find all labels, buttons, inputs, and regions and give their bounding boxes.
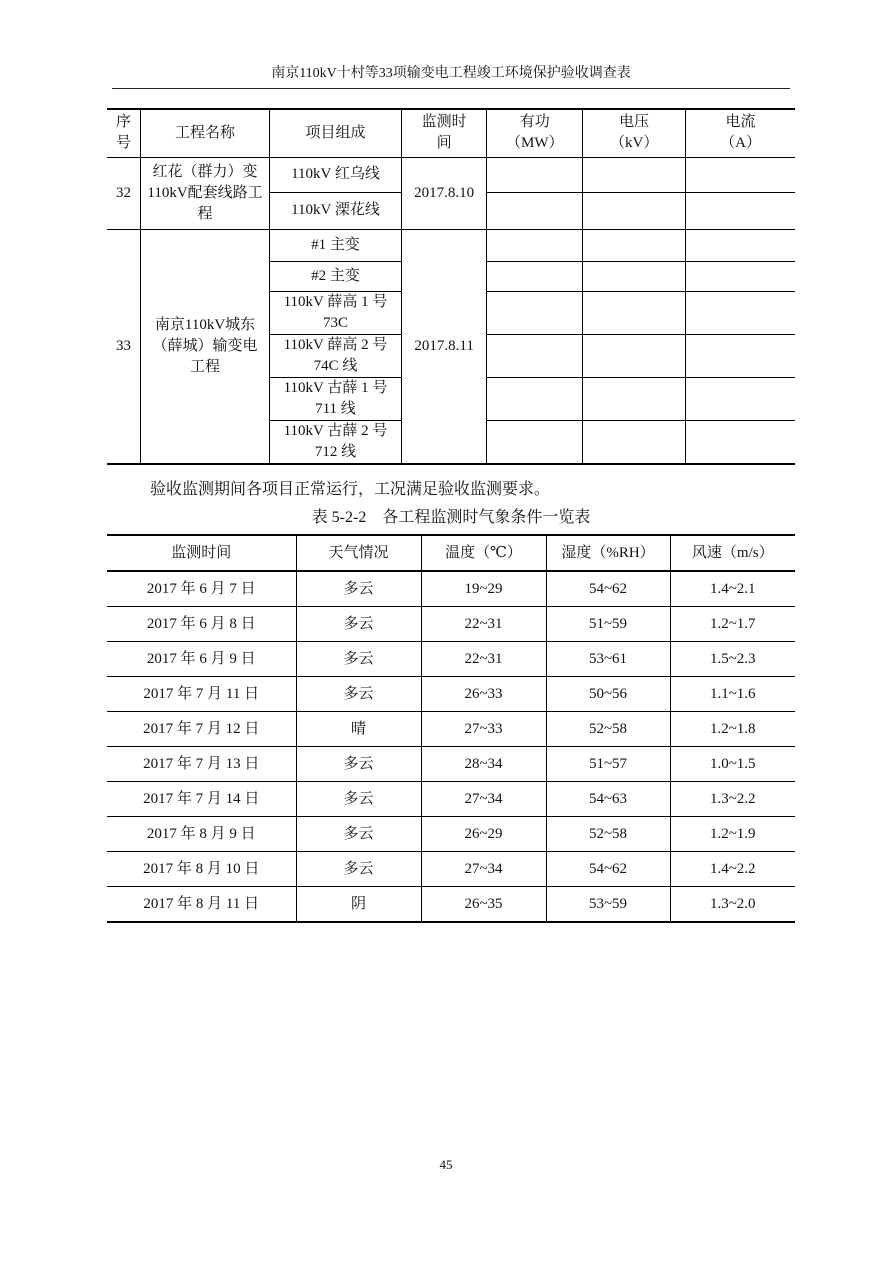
- temp-cell: 28~34: [421, 747, 546, 782]
- table-row: [107, 852, 795, 887]
- composition-cell: 110kV 古薛 1 号711 线: [270, 377, 402, 420]
- empty-cell: [583, 420, 686, 464]
- weather-cell: 晴: [296, 712, 421, 747]
- weather-cell: 多云: [296, 782, 421, 817]
- table-row: [107, 677, 795, 712]
- empty-cell: [583, 157, 686, 192]
- humidity-cell: 53~59: [546, 887, 670, 923]
- monitor-time-cell: 2017.8.11: [401, 229, 486, 464]
- empty-cell: [487, 261, 583, 291]
- operating-conditions-table: [107, 108, 795, 465]
- composition-cell: 110kV 薛高 1 号73C: [270, 291, 402, 334]
- time-cell: 2017 年 7 月 12 日: [107, 712, 296, 747]
- weather-cell: 多云: [296, 571, 421, 607]
- wind-cell: 1.3~2.2: [670, 782, 795, 817]
- body-paragraph: 验收监测期间各项目正常运行，工况满足验收监测要求。: [150, 481, 551, 498]
- composition-cell: #2 主变: [270, 261, 402, 291]
- header-weather: 天气情况: [296, 535, 421, 571]
- wind-cell: 1.2~1.8: [670, 712, 795, 747]
- empty-cell: [686, 334, 795, 377]
- temp-cell: 19~29: [421, 571, 546, 607]
- header-monitor-time: 监测时间: [401, 109, 486, 157]
- time-cell: 2017 年 6 月 7 日: [107, 571, 296, 607]
- table-caption: 表 5-2-2 各工程监测时气象条件一览表: [311, 509, 591, 526]
- table-row: [107, 642, 795, 677]
- temp-cell: 27~34: [421, 782, 546, 817]
- weather-cell: 多云: [296, 642, 421, 677]
- wind-cell: 1.0~1.5: [670, 747, 795, 782]
- empty-cell: [487, 157, 583, 192]
- humidity-cell: 54~62: [546, 852, 670, 887]
- wind-cell: 1.4~2.1: [670, 571, 795, 607]
- monitor-time-cell: 2017.8.10: [401, 157, 486, 229]
- weather-cell: 阴: [296, 887, 421, 923]
- header-project-name: 工程名称: [141, 109, 270, 157]
- empty-cell: [686, 229, 795, 261]
- empty-cell: [583, 334, 686, 377]
- empty-cell: [583, 377, 686, 420]
- composition-cell: 110kV 红乌线: [270, 157, 402, 192]
- header-wind-speed: 风速（m/s）: [670, 535, 795, 571]
- temp-cell: 27~33: [421, 712, 546, 747]
- humidity-cell: 52~58: [546, 712, 670, 747]
- wind-cell: 1.2~1.7: [670, 607, 795, 642]
- humidity-cell: 54~63: [546, 782, 670, 817]
- time-cell: 2017 年 6 月 9 日: [107, 642, 296, 677]
- empty-cell: [487, 192, 583, 229]
- empty-cell: [686, 192, 795, 229]
- temp-cell: 22~31: [421, 642, 546, 677]
- empty-cell: [686, 157, 795, 192]
- composition-cell: 110kV 溧花线: [270, 192, 402, 229]
- project-name-cell: 南京110kV城东（薛城）输变电工程: [141, 229, 270, 464]
- humidity-cell: 53~61: [546, 642, 670, 677]
- time-cell: 2017 年 7 月 14 日: [107, 782, 296, 817]
- empty-cell: [487, 229, 583, 261]
- header-temperature: 温度（℃）: [421, 535, 546, 571]
- project-name-cell: 红花（群力）变110kV配套线路工程: [141, 157, 270, 229]
- time-cell: 2017 年 7 月 11 日: [107, 677, 296, 712]
- composition-cell: 110kV 薛高 2 号74C 线: [270, 334, 402, 377]
- weather-cell: 多云: [296, 852, 421, 887]
- empty-cell: [583, 192, 686, 229]
- time-cell: 2017 年 7 月 13 日: [107, 747, 296, 782]
- header-active-power: 有功（MW）: [487, 109, 583, 157]
- humidity-cell: 54~62: [546, 571, 670, 607]
- weather-cell: 多云: [296, 677, 421, 712]
- empty-cell: [487, 420, 583, 464]
- time-cell: 2017 年 8 月 11 日: [107, 887, 296, 923]
- time-cell: 2017 年 6 月 8 日: [107, 607, 296, 642]
- seq-cell: 33: [107, 229, 141, 464]
- empty-cell: [583, 261, 686, 291]
- time-cell: 2017 年 8 月 9 日: [107, 817, 296, 852]
- temp-cell: 26~35: [421, 887, 546, 923]
- time-cell: 2017 年 8 月 10 日: [107, 852, 296, 887]
- header-voltage: 电压（kV）: [583, 109, 686, 157]
- weather-cell: 多云: [296, 607, 421, 642]
- wind-cell: 1.3~2.0: [670, 887, 795, 923]
- temp-cell: 26~33: [421, 677, 546, 712]
- humidity-cell: 50~56: [546, 677, 670, 712]
- humidity-cell: 51~59: [546, 607, 670, 642]
- humidity-cell: 52~58: [546, 817, 670, 852]
- header-seq: 序号: [107, 109, 141, 157]
- weather-cell: 多云: [296, 817, 421, 852]
- wind-cell: 1.2~1.9: [670, 817, 795, 852]
- table-row: [107, 747, 795, 782]
- wind-cell: 1.4~2.2: [670, 852, 795, 887]
- table-row: [107, 712, 795, 747]
- empty-cell: [487, 291, 583, 334]
- table-row: [107, 887, 795, 923]
- empty-cell: [686, 420, 795, 464]
- empty-cell: [686, 261, 795, 291]
- empty-cell: [583, 291, 686, 334]
- wind-cell: 1.1~1.6: [670, 677, 795, 712]
- empty-cell: [686, 291, 795, 334]
- temp-cell: 22~31: [421, 607, 546, 642]
- empty-cell: [487, 377, 583, 420]
- wind-cell: 1.5~2.3: [670, 642, 795, 677]
- header-humidity: 湿度（%RH）: [546, 535, 670, 571]
- header-monitor-time: 监测时间: [107, 535, 296, 571]
- table-row: [107, 817, 795, 852]
- seq-cell: 32: [107, 157, 141, 229]
- table-row: [107, 571, 795, 607]
- humidity-cell: 51~57: [546, 747, 670, 782]
- empty-cell: [583, 229, 686, 261]
- weather-conditions-table: [107, 534, 795, 923]
- table-row: [107, 782, 795, 817]
- composition-cell: 110kV 古薛 2 号712 线: [270, 420, 402, 464]
- composition-cell: #1 主变: [270, 229, 402, 261]
- weather-cell: 多云: [296, 747, 421, 782]
- page-number: 45: [439, 1157, 453, 1172]
- header-current: 电流（A）: [686, 109, 795, 157]
- page-header: 南京110kV十村等33项输变电工程竣工环境保护验收调查表: [112, 62, 790, 89]
- empty-cell: [686, 377, 795, 420]
- table-row: [107, 607, 795, 642]
- header-composition: 项目组成: [270, 109, 402, 157]
- empty-cell: [487, 334, 583, 377]
- temp-cell: 27~34: [421, 852, 546, 887]
- temp-cell: 26~29: [421, 817, 546, 852]
